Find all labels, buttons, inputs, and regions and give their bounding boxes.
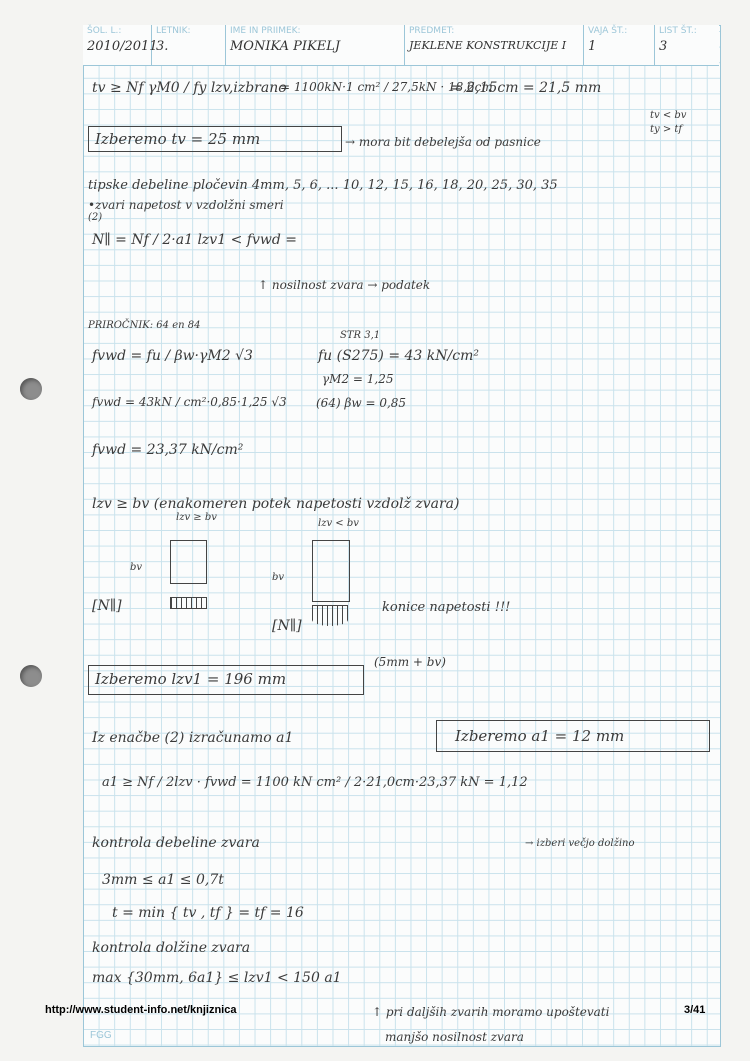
stress-diagram (170, 597, 207, 609)
note: ↑ nosilnost zvara → podatek (258, 278, 431, 292)
note: konice napetosti !!! (382, 600, 511, 615)
formula-line: fvwd = 43kN / cm²·0,85·1,25 √3 (92, 395, 287, 409)
formula-line: a1 ≥ Nf / 2lzv · fvwd = 1100 kN cm² / 2·21,0cm·23,37 kN = 1,12 (102, 775, 528, 790)
selection-text: Izberemo a1 = 12 mm (455, 727, 625, 745)
header-value: JEKLENE KONSTRUKCIJE I (409, 39, 567, 52)
diagram-label: lzv < bv (318, 518, 359, 529)
stress-peaks-diagram (312, 605, 348, 626)
diagram-label: [N∥] (92, 598, 122, 614)
formula-result: fvwd = 23,37 kN/cm² (92, 442, 244, 458)
text-line: tipske debeline pločevin 4mm, 5, 6, ... 10, 12, 15, 16, 18, 20, 25, 30, 35 (88, 178, 558, 193)
header-value: 1 (588, 39, 597, 54)
formula-line: fu (S275) = 43 kN/cm² (318, 348, 479, 364)
header-label: LIST ŠT.: (659, 26, 697, 36)
formula-line: 3mm ≤ a1 ≤ 0,7t (102, 872, 224, 888)
note: → izberi večjo dolžino (525, 838, 635, 849)
diagram-label: bv (130, 562, 143, 573)
diagram-label: bv (272, 572, 285, 583)
formula-line: tv ≥ Nf γM0 / fy lzv,izbrano (92, 80, 287, 96)
sheet-header (83, 25, 719, 66)
formula-line: max {30mm, 6a1} ≤ lzv1 < 150 a1 (92, 970, 342, 986)
formula-line: fvwd = fu / βw·γM2 √3 (92, 348, 253, 364)
text-line: Iz enačbe (2) izračunamo a1 (92, 730, 294, 746)
formula-line: N∥ = Nf / 2·a1 lzv1 < fvwd = (92, 232, 297, 248)
text-line: kontrola dolžine zvara (92, 940, 251, 956)
note: ty > tf (650, 124, 683, 135)
formula-line: = 1100kN·1 cm² / 27,5kN · 18,6cm (280, 80, 493, 94)
text-line: lzv ≥ bv (enakomeren potek napetosti vzdolž zvara) (92, 496, 460, 512)
text-line: •zvari napetost v vzdolžni smeri (88, 198, 284, 212)
weld-diagram-rect (170, 540, 207, 584)
formula-line: (64) βw = 0,85 (316, 396, 407, 410)
header-value: 3. (156, 39, 169, 54)
punch-hole (20, 665, 42, 687)
formula-line: t = min { tv , tf } = tf = 16 (112, 905, 304, 921)
punch-hole (20, 378, 42, 400)
diagram-label: lzv ≥ bv (176, 512, 217, 523)
formula-line: γM2 = 1,25 (322, 372, 394, 386)
note: → mora bit debelejša od pasnice (345, 135, 541, 149)
header-label: VAJA ŠT.: (588, 26, 628, 36)
header-exercise (584, 25, 655, 65)
note: manjšo nosilnost zvara (385, 1030, 524, 1044)
page-number: 3/41 (684, 1004, 706, 1016)
selection-text: Izberemo tv = 25 mm (95, 130, 261, 148)
text-line: PRIROČNIK: 64 en 84 (88, 320, 201, 331)
header-name (226, 25, 405, 65)
header-value: MONIKA PIKELJ (230, 39, 341, 54)
weld-diagram-rect (312, 540, 350, 602)
note: ↑ pri daljših zvarih moramo upoštevati (372, 1005, 610, 1019)
header-label: PREDMET: (409, 26, 455, 36)
header-label: LETNIK: (156, 26, 191, 36)
formula-result: = 2,15cm = 21,5 mm (450, 80, 602, 96)
header-value: 2010/2011 (87, 39, 158, 54)
header-year (152, 25, 226, 65)
brand-label: FGG (90, 1030, 112, 1041)
text-line: kontrola debeline zvara (92, 835, 260, 851)
note: (5mm + bv) (374, 655, 446, 669)
library-link[interactable]: http://www.student-info.net/knjiznica (45, 1004, 237, 1016)
diagram-label: [N∥] (272, 618, 302, 634)
header-subject (405, 25, 584, 65)
header-value: 3 (659, 39, 668, 54)
header-label: IME IN PRIIMEK: (230, 26, 301, 36)
header-label: ŠOL. L.: (87, 26, 122, 36)
note: tv < bv (650, 110, 687, 121)
equation-number: (2) (88, 212, 103, 223)
header-school-year (83, 25, 158, 65)
header-sheet (655, 25, 713, 65)
selection-text: Izberemo lzv1 = 196 mm (95, 670, 287, 688)
note: STR 3,1 (340, 330, 381, 341)
